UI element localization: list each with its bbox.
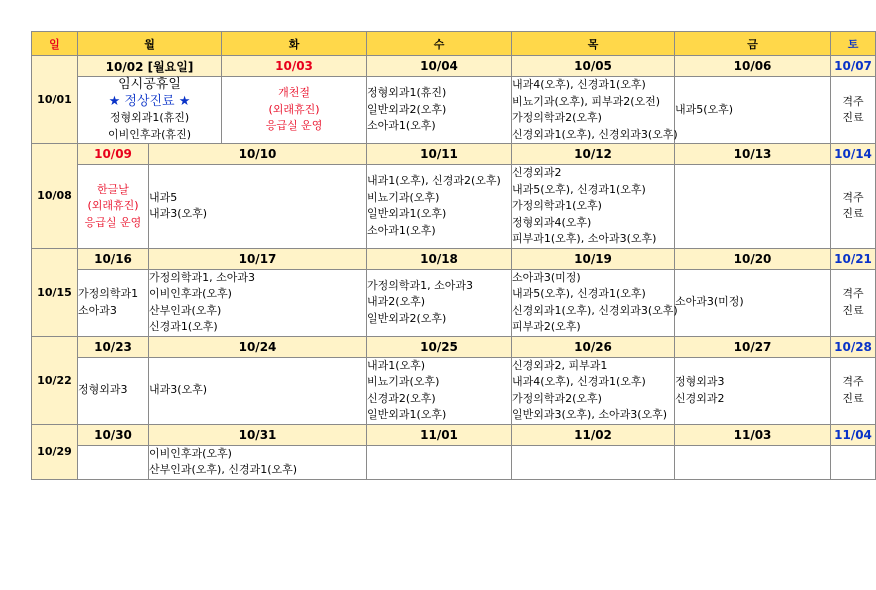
week-schedule-row — [32, 357, 876, 424]
header-sunday: 일 — [32, 32, 78, 56]
schedule-entry: 내과1(오후), 신경과2(오후) — [367, 174, 501, 188]
schedule-cell-thu — [512, 269, 678, 336]
schedule-entry: 소아과3(미정) — [675, 295, 744, 309]
schedule-cell-sat — [831, 77, 876, 144]
schedule-entry: 내과2(오후) — [367, 295, 426, 309]
schedule-cell-tue — [149, 165, 367, 249]
week-schedule-row — [32, 77, 876, 144]
schedule-cell-sat — [831, 357, 876, 424]
schedule-entry: 일반외과1(오후) — [367, 408, 447, 421]
date-cell-fri: 10/06 — [675, 56, 831, 77]
schedule-entry: 소아과3 — [78, 303, 117, 317]
schedule-cell-wed — [367, 269, 512, 336]
schedule-entry: 내과1(오후) — [367, 358, 426, 372]
schedule-entry: 내과3(오후) — [149, 383, 208, 397]
schedule-entry: (외래휴진) — [268, 102, 320, 116]
schedule-entry: 이비인후과(오후) — [149, 446, 232, 460]
header-monday: 월 — [78, 32, 222, 56]
date-cell-tue: 10/03 — [222, 56, 367, 77]
schedule-cell-mon — [78, 269, 149, 336]
hospital-schedule-calendar — [31, 31, 876, 480]
schedule-entry: 소아과1(오후) — [367, 223, 436, 237]
header-friday: 금 — [675, 32, 831, 56]
sunday-date: 10/29 — [32, 424, 78, 479]
schedule-cell-thu — [512, 77, 678, 144]
date-cell-fri: 11/03 — [675, 424, 831, 445]
schedule-entry: 진료 — [842, 111, 864, 124]
date-cell-thu: 10/26 — [512, 336, 675, 357]
schedule-cell-tue — [222, 77, 367, 144]
week-schedule-row — [32, 269, 876, 336]
schedule-cell-mon — [78, 165, 149, 249]
schedule-cell-fri — [675, 165, 831, 249]
schedule-entry: 응급실 운영 — [84, 215, 142, 229]
schedule-cell-mon — [78, 77, 222, 144]
schedule-entry: 내과4(오후), 신경과1(오후) — [512, 78, 646, 91]
date-cell-mon: 10/23 — [78, 336, 149, 357]
schedule-entry: 격주 — [842, 287, 864, 300]
schedule-entry: 진료 — [842, 391, 864, 405]
schedule-entry: 내과5(오후), 신경과1(오후) — [512, 182, 646, 196]
week-date-row — [32, 248, 876, 269]
schedule-cell-sat — [831, 269, 876, 336]
date-cell-mon: 10/16 — [78, 248, 149, 269]
schedule-entry: 내과5(오후), 신경과1(오후) — [512, 287, 646, 300]
week-date-row — [32, 144, 876, 165]
date-cell-mon: 10/30 — [78, 424, 149, 445]
header-thursday: 목 — [512, 32, 675, 56]
schedule-entry: ★ 정상진료 ★ — [108, 93, 191, 109]
schedule-cell-thu — [512, 445, 675, 479]
schedule-entry: 격주 — [842, 94, 864, 108]
date-cell-wed: 11/01 — [367, 424, 512, 445]
date-cell-fri: 10/20 — [675, 248, 831, 269]
week-schedule-row — [32, 165, 876, 249]
sunday-date: 10/15 — [32, 248, 78, 336]
schedule-cell-wed — [367, 77, 512, 144]
schedule-entry: 피부과1(오후), 소아과3(오후) — [512, 232, 657, 245]
date-cell-mon: 10/02 [월요일] — [78, 56, 222, 77]
schedule-cell-sat — [831, 445, 876, 479]
schedule-entry: 한글날 — [97, 182, 129, 196]
schedule-entry: 정형외과3 — [675, 375, 725, 388]
schedule-entry: 소아과1(오후) — [367, 119, 436, 133]
schedule-entry: 신경외과1(오후), 신경외과3(오후) — [512, 303, 678, 317]
schedule-entry: 산부인과(오후) — [149, 303, 222, 317]
date-cell-sat: 10/07 — [831, 56, 876, 77]
schedule-entry: 신경외과2, 피부과1 — [512, 358, 608, 372]
schedule-cell-tue — [149, 445, 367, 479]
schedule-entry: 신경과1(오후) — [149, 320, 218, 333]
date-cell-thu: 11/02 — [512, 424, 675, 445]
schedule-cell-fri — [675, 269, 831, 336]
schedule-entry: 일반외과3(오후), 소아과3(오후) — [512, 408, 668, 421]
date-cell-sat: 10/21 — [831, 248, 876, 269]
schedule-entry: 내과5(오후) — [675, 102, 734, 116]
schedule-entry: 내과3(오후) — [149, 207, 208, 221]
schedule-entry: 이비인후과(오후) — [149, 287, 232, 300]
schedule-entry: 진료 — [842, 303, 864, 317]
schedule-cell-sat — [831, 165, 876, 249]
schedule-entry: 비뇨기과(오후) — [367, 375, 440, 388]
schedule-entry: 정형외과1(휴진) — [109, 111, 190, 124]
schedule-entry: 일반외과1(오후) — [367, 207, 447, 221]
date-cell-thu: 10/12 — [512, 144, 675, 165]
week-schedule-row — [32, 445, 876, 479]
date-cell-wed: 10/18 — [367, 248, 512, 269]
schedule-entry: 진료 — [842, 207, 864, 221]
schedule-cell-thu — [512, 165, 675, 249]
header-tuesday: 화 — [222, 32, 367, 56]
week-date-row — [32, 336, 876, 357]
schedule-entry: 개천절 — [278, 86, 310, 100]
schedule-cell-wed — [367, 445, 512, 479]
schedule-entry: 신경외과2 — [675, 391, 725, 405]
schedule-cell-wed — [367, 165, 512, 249]
schedule-entry: 정형외과1(휴진) — [367, 86, 447, 100]
date-cell-sat: 11/04 — [831, 424, 876, 445]
schedule-entry: 임시공휴일 — [118, 77, 181, 92]
date-cell-thu: 10/05 — [512, 56, 675, 77]
sunday-date: 10/01 — [32, 56, 78, 144]
schedule-entry: 산부인과(오후), 신경과1(오후) — [149, 463, 298, 476]
schedule-cell-tue — [149, 357, 367, 424]
schedule-entry: 가정의학과1, 소아과3 — [149, 270, 255, 284]
schedule-entry: 신경외과2 — [512, 166, 562, 179]
schedule-cell-mon — [78, 357, 149, 424]
week-date-row — [32, 424, 876, 445]
schedule-entry: 피부과2(오후) — [512, 320, 581, 333]
schedule-entry: 가정의학과1(오후) — [512, 199, 602, 212]
schedule-entry: 정형외과3 — [78, 383, 128, 397]
schedule-cell-fri — [675, 445, 831, 479]
date-cell-sat: 10/14 — [831, 144, 876, 165]
schedule-cell-fri — [675, 357, 831, 424]
date-cell-wed: 10/04 — [367, 56, 512, 77]
schedule-entry: 소아과3(미정) — [512, 270, 581, 284]
header-saturday: 토 — [831, 32, 876, 56]
schedule-entry: 격주 — [842, 190, 864, 204]
schedule-entry: 응급실 운영 — [265, 119, 323, 133]
schedule-cell-thu — [512, 357, 675, 424]
schedule-cell-fri — [675, 77, 831, 144]
date-cell-tue: 10/17 — [149, 248, 367, 269]
date-cell-wed: 10/25 — [367, 336, 512, 357]
date-cell-mon: 10/09 — [78, 144, 149, 165]
schedule-cell-tue — [149, 269, 367, 336]
schedule-cell-mon — [78, 445, 149, 479]
schedule-entry: 비뇨기과(오후), 피부과2(오전) — [512, 94, 661, 108]
date-cell-tue: 10/24 — [149, 336, 367, 357]
date-cell-sat: 10/28 — [831, 336, 876, 357]
schedule-entry: 신경과2(오후) — [367, 391, 436, 405]
header-wednesday: 수 — [367, 32, 512, 56]
schedule-entry: 일반외과2(오후) — [367, 102, 447, 116]
schedule-entry: 격주 — [842, 375, 864, 388]
schedule-cell-wed — [367, 357, 512, 424]
schedule-entry: 가정의학과1 — [78, 287, 139, 300]
date-cell-tue: 10/10 — [149, 144, 367, 165]
schedule-entry: 내과5 — [149, 190, 178, 204]
schedule-entry: 일반외과2(오후) — [367, 311, 447, 325]
schedule-entry: 가정의학과2(오후) — [512, 391, 602, 405]
schedule-entry: 이비인후과(휴진) — [108, 127, 191, 141]
sunday-date: 10/22 — [32, 336, 78, 424]
schedule-entry: 가정의학과2(오후) — [512, 111, 602, 124]
schedule-entry: (외래휴진) — [87, 199, 139, 212]
schedule-entry: 신경외과1(오후), 신경외과3(오후) — [512, 127, 678, 141]
date-cell-fri: 10/13 — [675, 144, 831, 165]
sunday-date: 10/08 — [32, 144, 78, 249]
weekday-header-row — [32, 32, 876, 56]
week-date-row — [32, 56, 876, 77]
schedule-entry: 가정의학과1, 소아과3 — [367, 278, 474, 292]
date-cell-tue: 10/31 — [149, 424, 367, 445]
date-cell-thu: 10/19 — [512, 248, 675, 269]
schedule-entry: 비뇨기과(오후) — [367, 190, 440, 204]
date-cell-wed: 10/11 — [367, 144, 512, 165]
schedule-entry: 내과4(오후), 신경과1(오후) — [512, 375, 646, 388]
date-cell-fri: 10/27 — [675, 336, 831, 357]
schedule-entry: 정형외과4(오후) — [512, 215, 592, 229]
